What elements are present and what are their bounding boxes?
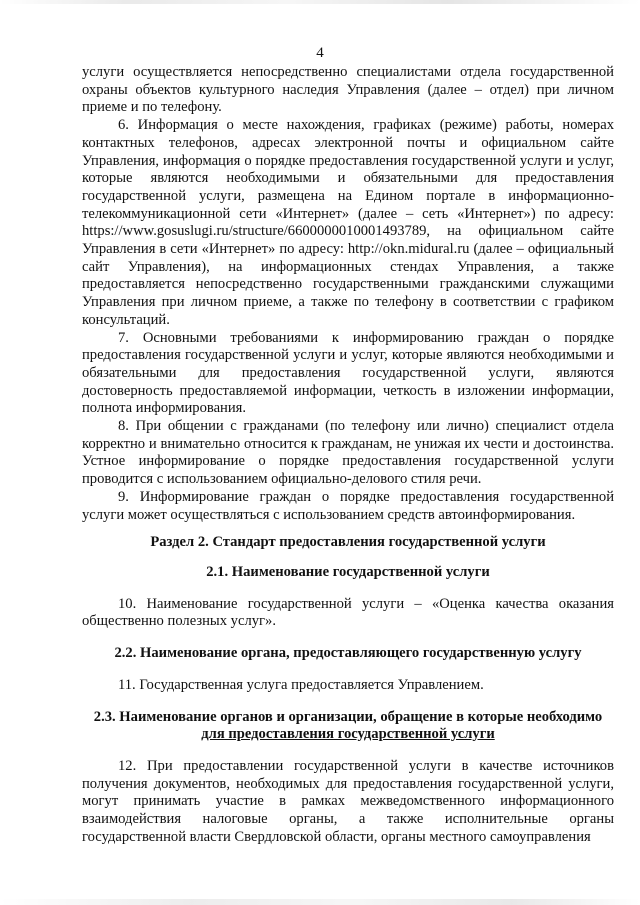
subsection-2-3-heading-line1: 2.3. Наименование органов и организации, обращение в которые необходимо — [93, 708, 603, 725]
subsection-2-2-heading: 2.2. Наименование органа, предоставляющего государственную услугу — [114, 645, 582, 662]
paragraph-10: 10. Наименование государственной услуги – «Оценка качества оказания общественно полезных услуг». — [82, 595, 614, 630]
paragraph-11: 11. Государственная услуга предоставляется Управлением. — [118, 676, 484, 693]
paragraph-8: 8. При общении с гражданами (по телефону или лично) специалист отдела корректно и внимательно относится к гражданам, не унижая их чести и достоинства. Устное информирование о порядке предоставления государственной услуги проводится с использованием официально-делового стиля речи. — [82, 418, 614, 488]
paragraph-7: 7. Основными требованиями к информированию граждан о порядке предоставления государственной услуги и услуг, которые являются необходимыми и обязательными для предоставления государственной услуги, являются достоверность предоставляемой информации, четкость в изложении информации, полнота информирования. — [82, 329, 614, 417]
document-body — [82, 64, 614, 846]
page-number: 4 — [316, 45, 324, 61]
paragraph-6: 6. Информация о месте нахождения, графиках (режиме) работы, номерах контактных телефонов, адресах электронной почты и официальном сайте Управления, информация о порядке предоставления государственной услуги и услуг, которые являются необходимыми и обязательными для предоставления государственной услуги, размещена на Едином портале в информационно-телекоммуникационной сети «Интернет» (далее – сеть «Интернет») по адресу: https://www.gosuslugi.ru/structure/6600000010001493789, на официальном сайте Управления в сети «Интернет» по адресу: http://okn.midural.ru (далее – официальный сайт Управления), на информационных стендах Управления, а также предоставляется непосредственно государственными гражданскими служащими Управления при личном приеме, а также по телефону в соответствии с графиком консультаций. — [82, 117, 614, 328]
section-2-heading: Раздел 2. Стандарт предоставления государственной услуги — [150, 534, 546, 551]
subsection-2-3-heading-line2: для предоставления государственной услуги — [201, 726, 495, 743]
scan-edge-bottom — [0, 899, 640, 905]
subsection-2-1-heading: 2.1. Наименование государственной услуги — [206, 563, 490, 580]
scan-edge-top — [0, 0, 640, 4]
paragraph-continuation: услуги осуществляется непосредственно специалистами отдела государственной охраны объектов культурного наследия Управления (далее – отдел) при личном приеме и по телефону. — [82, 64, 614, 116]
paragraph-9: 9. Информирование граждан о порядке предоставления государственной услуги может осуществляться с использованием средств автоинформирования. — [82, 488, 614, 523]
paragraph-12: 12. При предоставлении государственной услуги в качестве источников получения документов, необходимых для предоставления государственной услуги, могут принимать участие в рамках межведомственного информационного взаимодействия налоговые органы, а также исполнительные органы государственной власти Свердловской области, органы местного самоуправления — [82, 757, 614, 845]
